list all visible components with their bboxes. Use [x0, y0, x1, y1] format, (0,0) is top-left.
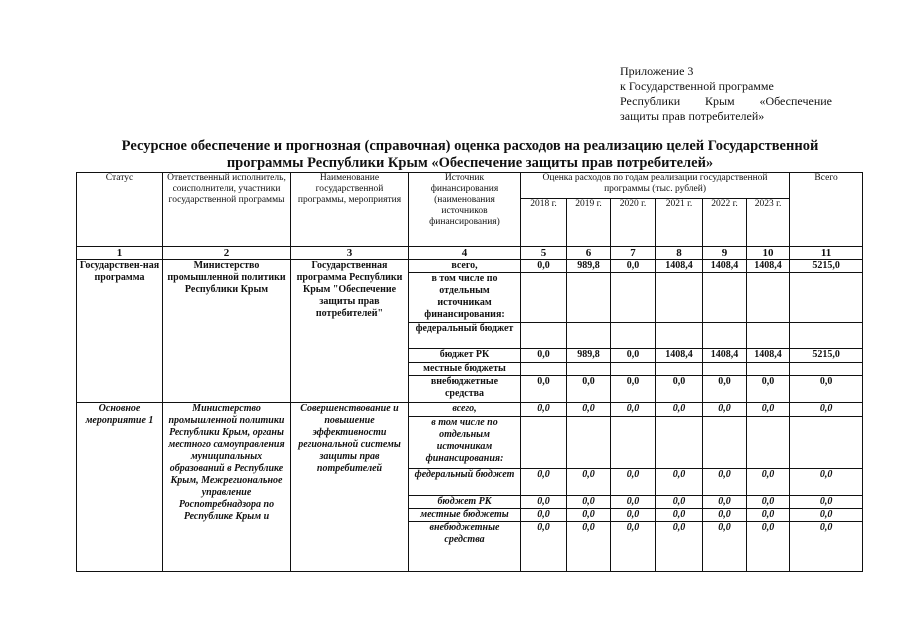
- value-cell: [656, 273, 703, 323]
- value-cell: 0,0: [790, 403, 863, 417]
- value-cell: 0,0: [790, 469, 863, 496]
- value-cell: 5215,0: [790, 260, 863, 273]
- program-name: Государственная программа Республики Крым "Обеспечение защиты прав потребителей": [291, 260, 409, 403]
- appendix-note: [620, 64, 832, 124]
- appendix-line-1: Приложение 3: [620, 64, 694, 78]
- value-cell: [656, 323, 703, 349]
- value-cell: 1408,4: [656, 349, 703, 363]
- value-cell: 0,0: [703, 403, 747, 417]
- value-cell: [790, 363, 863, 376]
- header-year: 2022 г.: [703, 199, 747, 247]
- value-cell: [567, 417, 611, 469]
- source-cell: местные бюджеты: [409, 363, 521, 376]
- value-cell: 0,0: [611, 376, 656, 403]
- value-cell: 1408,4: [656, 260, 703, 273]
- value-cell: 0,0: [747, 496, 790, 509]
- appendix-line-3: [620, 94, 832, 109]
- header-executor: Ответственный исполнитель, соисполнители, участники государственной программы: [163, 173, 291, 247]
- value-cell: 1408,4: [703, 260, 747, 273]
- appendix-word: Крым: [704, 94, 735, 108]
- value-cell: 1408,4: [747, 349, 790, 363]
- value-cell: 0,0: [521, 403, 567, 417]
- header-estimate: Оценка расходов по годам реализации государственной программы (тыс. рублей): [521, 173, 790, 199]
- column-number: 5: [521, 247, 567, 260]
- program-executor: Министерство промышленной политики Республики Крым: [163, 260, 291, 403]
- value-cell: 0,0: [747, 469, 790, 496]
- header-year: 2019 г.: [567, 199, 611, 247]
- value-cell: 0,0: [567, 509, 611, 522]
- source-cell: местные бюджеты: [409, 509, 521, 522]
- value-cell: 0,0: [656, 522, 703, 572]
- header-status: Статус: [77, 173, 163, 247]
- value-cell: 0,0: [790, 522, 863, 572]
- value-cell: 0,0: [611, 522, 656, 572]
- value-cell: [521, 417, 567, 469]
- value-cell: 1408,4: [747, 260, 790, 273]
- value-cell: [521, 273, 567, 323]
- header-total: Всего: [790, 173, 863, 247]
- value-cell: 0,0: [747, 403, 790, 417]
- value-cell: [747, 323, 790, 349]
- value-cell: 0,0: [611, 509, 656, 522]
- column-number: 2: [163, 247, 291, 260]
- value-cell: [703, 323, 747, 349]
- table-row: [77, 260, 863, 273]
- appendix-word: Республики: [620, 94, 681, 108]
- value-cell: [567, 363, 611, 376]
- title-line-1: Ресурсное обеспечение и прогнозная (справочная) оценка расходов на реализацию целей Государственной: [121, 138, 819, 154]
- value-cell: 0,0: [611, 469, 656, 496]
- column-number: 6: [567, 247, 611, 260]
- value-cell: 0,0: [703, 509, 747, 522]
- value-cell: 0,0: [703, 522, 747, 572]
- value-cell: [521, 363, 567, 376]
- value-cell: 0,0: [703, 469, 747, 496]
- value-cell: 0,0: [747, 522, 790, 572]
- source-cell: федеральный бюджет: [409, 469, 521, 496]
- value-cell: 0,0: [521, 376, 567, 403]
- value-cell: [747, 417, 790, 469]
- value-cell: [747, 273, 790, 323]
- column-number: 9: [703, 247, 747, 260]
- value-cell: 0,0: [790, 496, 863, 509]
- value-cell: 0,0: [790, 376, 863, 403]
- value-cell: [790, 417, 863, 469]
- source-cell: внебюджетные средства: [409, 522, 521, 572]
- header-year: 2020 г.: [611, 199, 656, 247]
- value-cell: 0,0: [656, 509, 703, 522]
- header-year: 2021 г.: [656, 199, 703, 247]
- document-title: [90, 138, 850, 172]
- header-year: 2018 г.: [521, 199, 567, 247]
- value-cell: 0,0: [656, 496, 703, 509]
- table-row: [77, 403, 863, 417]
- source-cell: в том числе по отдельным источникам финансирования:: [409, 417, 521, 469]
- column-number: 7: [611, 247, 656, 260]
- value-cell: 0,0: [611, 349, 656, 363]
- value-cell: 0,0: [611, 403, 656, 417]
- column-number: 4: [409, 247, 521, 260]
- value-cell: 0,0: [611, 496, 656, 509]
- value-cell: 989,8: [567, 260, 611, 273]
- value-cell: 0,0: [703, 496, 747, 509]
- source-cell: федеральный бюджет: [409, 323, 521, 349]
- header-name: Наименование государственной программы, мероприятия: [291, 173, 409, 247]
- header-source: Источник финансирования (наименования источников финансирования): [409, 173, 521, 247]
- column-number: 11: [790, 247, 863, 260]
- value-cell: 0,0: [567, 522, 611, 572]
- value-cell: [790, 273, 863, 323]
- value-cell: 0,0: [567, 469, 611, 496]
- value-cell: [703, 273, 747, 323]
- value-cell: 0,0: [521, 469, 567, 496]
- measure-executor: Министерство промышленной политики Республики Крым, органы местного самоуправления муниципальных образований в Республике Крым, Межрегиональное управление Роспотребнадзора по Республике Крым и: [163, 403, 291, 572]
- source-cell: внебюджетные средства: [409, 376, 521, 403]
- value-cell: [790, 323, 863, 349]
- value-cell: [747, 363, 790, 376]
- value-cell: [656, 417, 703, 469]
- value-cell: 0,0: [521, 260, 567, 273]
- value-cell: [611, 417, 656, 469]
- value-cell: 0,0: [521, 496, 567, 509]
- value-cell: 0,0: [521, 509, 567, 522]
- value-cell: [611, 363, 656, 376]
- value-cell: 5215,0: [790, 349, 863, 363]
- column-number: 3: [291, 247, 409, 260]
- title-line-2: программы Республики Крым «Обеспечение защиты прав потребителей»: [226, 155, 714, 171]
- value-cell: 0,0: [567, 403, 611, 417]
- value-cell: [703, 363, 747, 376]
- value-cell: [567, 273, 611, 323]
- appendix-word: «Обеспечение: [759, 94, 832, 108]
- program-status: Государствен-ная программа: [77, 260, 163, 403]
- value-cell: [611, 273, 656, 323]
- value-cell: 0,0: [567, 496, 611, 509]
- value-cell: [656, 363, 703, 376]
- source-cell: бюджет РК: [409, 496, 521, 509]
- value-cell: [703, 417, 747, 469]
- value-cell: 0,0: [747, 509, 790, 522]
- column-number: 1: [77, 247, 163, 260]
- source-cell: всего,: [409, 260, 521, 273]
- column-number: 8: [656, 247, 703, 260]
- value-cell: 0,0: [790, 509, 863, 522]
- value-cell: 0,0: [521, 522, 567, 572]
- appendix-line-2: к Государственной программе: [620, 79, 774, 93]
- value-cell: 0,0: [567, 376, 611, 403]
- value-cell: 0,0: [656, 403, 703, 417]
- value-cell: [567, 323, 611, 349]
- value-cell: 0,0: [611, 260, 656, 273]
- column-number: 10: [747, 247, 790, 260]
- value-cell: 0,0: [656, 376, 703, 403]
- measure-name: Совершенствование и повышение эффективности региональной системы защиты прав потребителей: [291, 403, 409, 572]
- value-cell: [521, 323, 567, 349]
- source-cell: в том числе по отдельным источникам финансирования:: [409, 273, 521, 323]
- appendix-line-4: защиты прав потребителей»: [620, 109, 765, 123]
- value-cell: 989,8: [567, 349, 611, 363]
- source-cell: бюджет РК: [409, 349, 521, 363]
- measure-status: Основное мероприятие 1: [77, 403, 163, 572]
- header-year: 2023 г.: [747, 199, 790, 247]
- value-cell: 0,0: [747, 376, 790, 403]
- value-cell: 0,0: [703, 376, 747, 403]
- resource-table: [76, 172, 863, 572]
- value-cell: 1408,4: [703, 349, 747, 363]
- value-cell: [611, 323, 656, 349]
- value-cell: 0,0: [656, 469, 703, 496]
- value-cell: 0,0: [521, 349, 567, 363]
- source-cell: всего,: [409, 403, 521, 417]
